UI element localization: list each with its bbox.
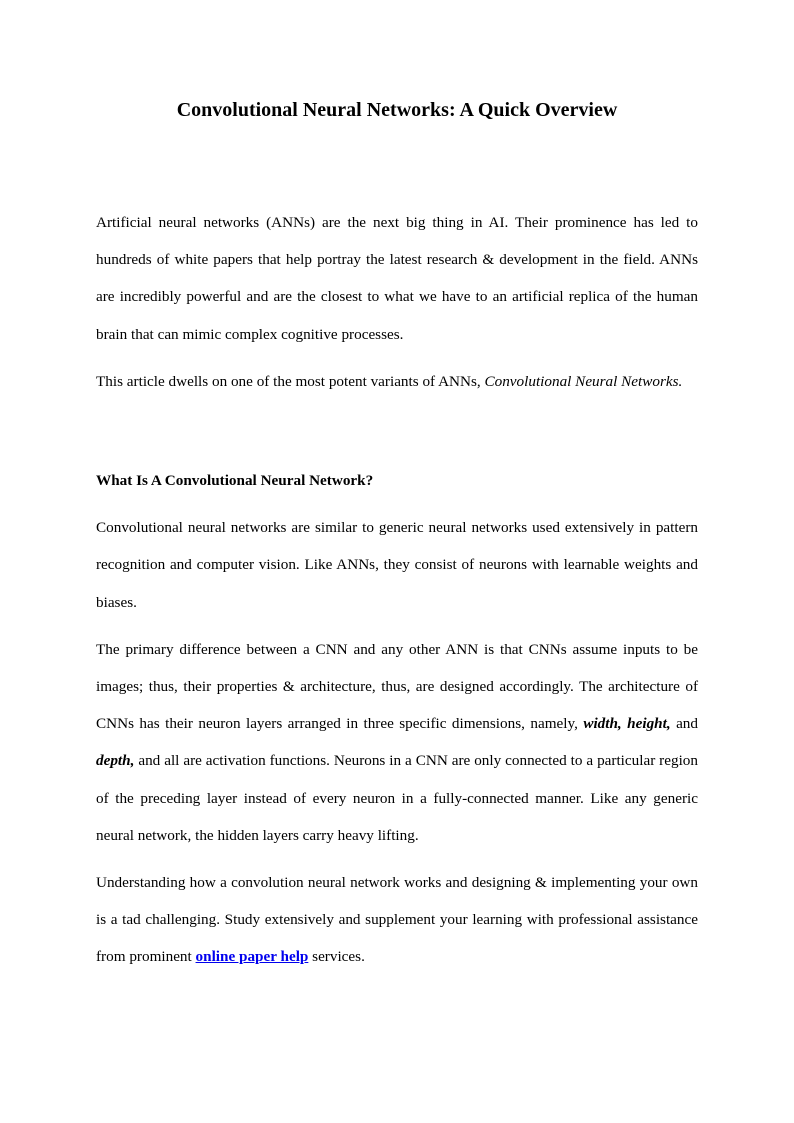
term-width-height: width, height, [583, 715, 671, 733]
section-heading: What Is A Convolutional Neural Network? [96, 472, 374, 490]
intro-paragraph-2-text: This article dwells on one of the most potent variants of ANNs, [96, 372, 485, 390]
document-page [96, 96, 698, 986]
term-depth: depth, [96, 752, 135, 770]
section-paragraph-2-and: and [670, 715, 698, 733]
section-paragraph-3-a: Understanding how a convolution neural network works and designing & implementing your own is a tad challenging. Study extensively and supplement your learning with professional assistance from prominent [96, 874, 698, 966]
intro-section [96, 204, 698, 400]
online-paper-help-link[interactable]: online paper help [195, 948, 309, 966]
section-paragraph-3 [96, 864, 698, 976]
section-paragraph-1: Convolutional neural networks are similar to generic neural networks used extensively in pattern recognition and computer vision. Like ANNs, they consist of neurons with learnable weights and biases. [96, 519, 698, 611]
section-paragraph-3-b: services. [308, 948, 365, 966]
section-paragraph-2-b: and all are activation functions. Neurons in a CNN are only connected to a particular region of the preceding layer instead of every neuron in a fully-connected manner. Like any generic neural network, the hidden layers carry heavy lifting. [96, 752, 698, 844]
document-title: Convolutional Neural Networks: A Quick Overview [176, 99, 618, 121]
section-paragraph-2 [96, 631, 698, 854]
section-paragraph-2-a: The primary difference between a CNN and any other ANN is that CNNs assume inputs to be images; thus, their properties & architecture, thus, are designed accordingly. The architecture of CNNs has their neuron layers arranged in three specific dimensions, namely, [96, 640, 698, 733]
intro-paragraph-2-italic: Convolutional Neural Networks. [484, 372, 683, 390]
intro-paragraph-2 [96, 363, 698, 400]
intro-paragraph-1: Artificial neural networks (ANNs) are the next big thing in AI. Their prominence has led to hundreds of white papers that help portray the latest research & development in the field. ANNs are incredibly powerful and are the closest to what we have to an artificial replica of the human brain that can mimic complex cognitive processes. [96, 214, 698, 343]
